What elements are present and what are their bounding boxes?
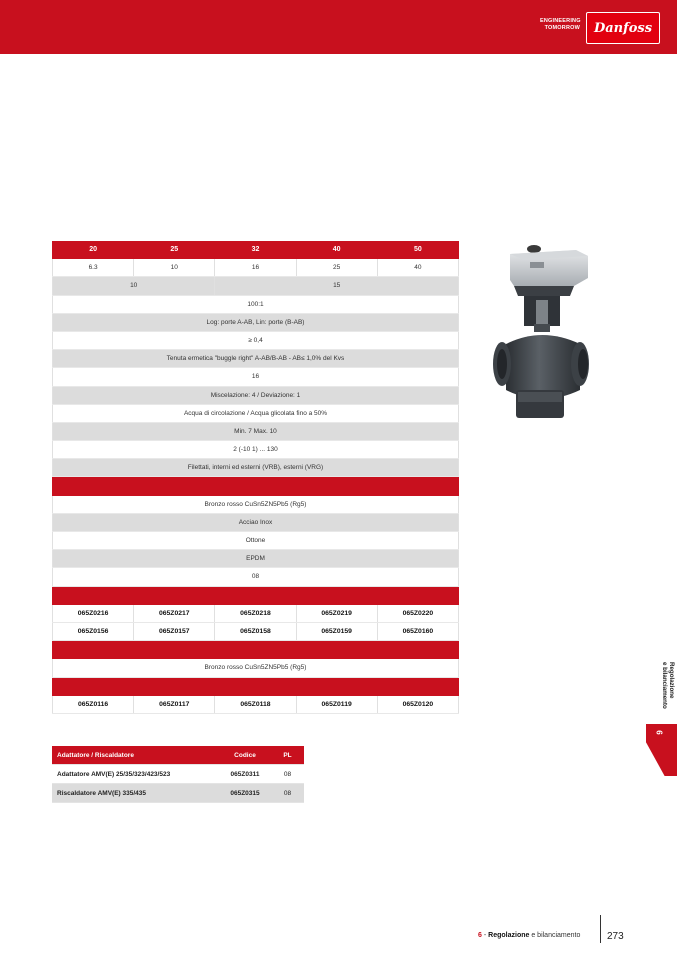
accessory-name: Adattatore AMV(E) 25/35/323/423/523 xyxy=(52,765,219,784)
side-label-line-1: Regolazione xyxy=(668,662,675,699)
material-row xyxy=(53,513,459,531)
footer-divider xyxy=(600,915,601,943)
code-cell: 065Z0160 xyxy=(377,622,458,640)
size-cell: 20 xyxy=(53,241,134,259)
spec-cell: Acqua di circolazione / Acqua glicolata fino a 50% xyxy=(53,404,459,422)
footer-dash: - xyxy=(483,932,487,939)
footer-section-title: Regolazione xyxy=(488,932,530,939)
code-cell: 065Z0119 xyxy=(296,695,377,713)
brand-tagline xyxy=(540,18,580,32)
code-cell: 065Z0117 xyxy=(134,695,215,713)
kvs-cell: 6.3 xyxy=(53,259,134,277)
spec-table xyxy=(52,241,459,714)
material-cell: Bronzo rosso CuSn5ZN5Pb5 (Rg5) xyxy=(53,659,459,677)
spec-row xyxy=(53,386,459,404)
accessory-code: 065Z0311 xyxy=(219,765,271,784)
material-cell: Bronzo rosso CuSn5ZN5Pb5 (Rg5) xyxy=(53,495,459,513)
code-cell: 065Z0120 xyxy=(377,695,458,713)
valve-actuator-image xyxy=(484,240,596,420)
material-cell: Ottone xyxy=(53,532,459,550)
accessory-row xyxy=(52,784,304,803)
kvs-cell: 10 xyxy=(134,259,215,277)
section-tab-number: 6 xyxy=(654,730,664,735)
size-cell: 50 xyxy=(377,241,458,259)
code-cell: 065Z0158 xyxy=(215,622,296,640)
spec-row xyxy=(53,368,459,386)
header-pl: PL xyxy=(271,746,304,765)
code-row xyxy=(53,604,459,622)
accessory-pl: 08 xyxy=(271,784,304,803)
section-divider xyxy=(53,677,459,695)
footer-section-number: 6 xyxy=(478,932,482,939)
spec-row xyxy=(53,350,459,368)
code-cell: 065Z0156 xyxy=(53,622,134,640)
material-row xyxy=(53,532,459,550)
code-row xyxy=(53,695,459,713)
size-cell: 25 xyxy=(134,241,215,259)
spec-cell: ≥ 0,4 xyxy=(53,331,459,349)
spec-cell: Filettati, interni ed esterni (VRB), esterni (VRG) xyxy=(53,459,459,477)
material-row xyxy=(53,568,459,586)
accessory-name: Riscaldatore AMV(E) 335/435 xyxy=(52,784,219,803)
size-cell: 32 xyxy=(215,241,296,259)
spec-row xyxy=(53,422,459,440)
material-row xyxy=(53,495,459,513)
spec-row xyxy=(53,459,459,477)
code-cell: 065Z0159 xyxy=(296,622,377,640)
footer-section xyxy=(478,932,580,939)
code-cell: 065Z0219 xyxy=(296,604,377,622)
spec-cell: Log: porte A-AB, Lin: porte (B-AB) xyxy=(53,313,459,331)
tagline-line-1: ENGINEERING xyxy=(540,18,581,24)
stroke-cell: 15 xyxy=(215,277,459,295)
section-divider xyxy=(53,477,459,495)
material-row xyxy=(53,550,459,568)
accessories-table xyxy=(52,746,304,803)
spec-cell: 16 xyxy=(53,368,459,386)
spec-cell: 100:1 xyxy=(53,295,459,313)
header-name: Adattatore / Riscaldatore xyxy=(52,746,219,765)
page-number: 273 xyxy=(607,931,624,942)
tagline-line-2: TOMORROW xyxy=(544,25,580,31)
kvs-row xyxy=(53,259,459,277)
accessory-row xyxy=(52,765,304,784)
section-divider xyxy=(53,586,459,604)
spec-row xyxy=(53,331,459,349)
code-cell: 065Z0216 xyxy=(53,604,134,622)
code-cell: 065Z0218 xyxy=(215,604,296,622)
code-cell: 065Z0118 xyxy=(215,695,296,713)
material-cell: Acciao Inox xyxy=(53,513,459,531)
side-label-line-2: e bilanciamento xyxy=(661,662,668,709)
spec-row xyxy=(53,313,459,331)
stroke-row xyxy=(53,277,459,295)
spec-row xyxy=(53,404,459,422)
spec-cell: Miscelazione: 4 / Deviazione: 1 xyxy=(53,386,459,404)
material-cell: EPDM xyxy=(53,550,459,568)
code-row xyxy=(53,622,459,640)
code-cell: 065Z0217 xyxy=(134,604,215,622)
accessories-header-row xyxy=(52,746,304,765)
accessory-pl: 08 xyxy=(271,765,304,784)
spec-cell: Min. 7 Max. 10 xyxy=(53,422,459,440)
accessory-code: 065Z0315 xyxy=(219,784,271,803)
spec-row xyxy=(53,441,459,459)
logo-text: Danfoss xyxy=(593,20,653,36)
danfoss-logo xyxy=(586,12,660,44)
spec-row xyxy=(53,295,459,313)
code-cell: 065Z0116 xyxy=(53,695,134,713)
spec-cell: 2 (-10 1) ... 130 xyxy=(53,441,459,459)
kvs-cell: 16 xyxy=(215,259,296,277)
section-divider xyxy=(53,641,459,659)
code-cell: 065Z0157 xyxy=(134,622,215,640)
header-code: Codice xyxy=(219,746,271,765)
stroke-cell: 10 xyxy=(53,277,215,295)
footer-section-subtitle: e bilanciamento xyxy=(529,932,581,939)
size-cell: 40 xyxy=(296,241,377,259)
material-cell: 08 xyxy=(53,568,459,586)
kvs-cell: 40 xyxy=(377,259,458,277)
size-header-row xyxy=(53,241,459,259)
spec-cell: Tenuta ermetica "buggle right" A-AB/B-AB - AB≤ 1,0% del Kvs xyxy=(53,350,459,368)
material-row xyxy=(53,659,459,677)
kvs-cell: 25 xyxy=(296,259,377,277)
code-cell: 065Z0220 xyxy=(377,604,458,622)
